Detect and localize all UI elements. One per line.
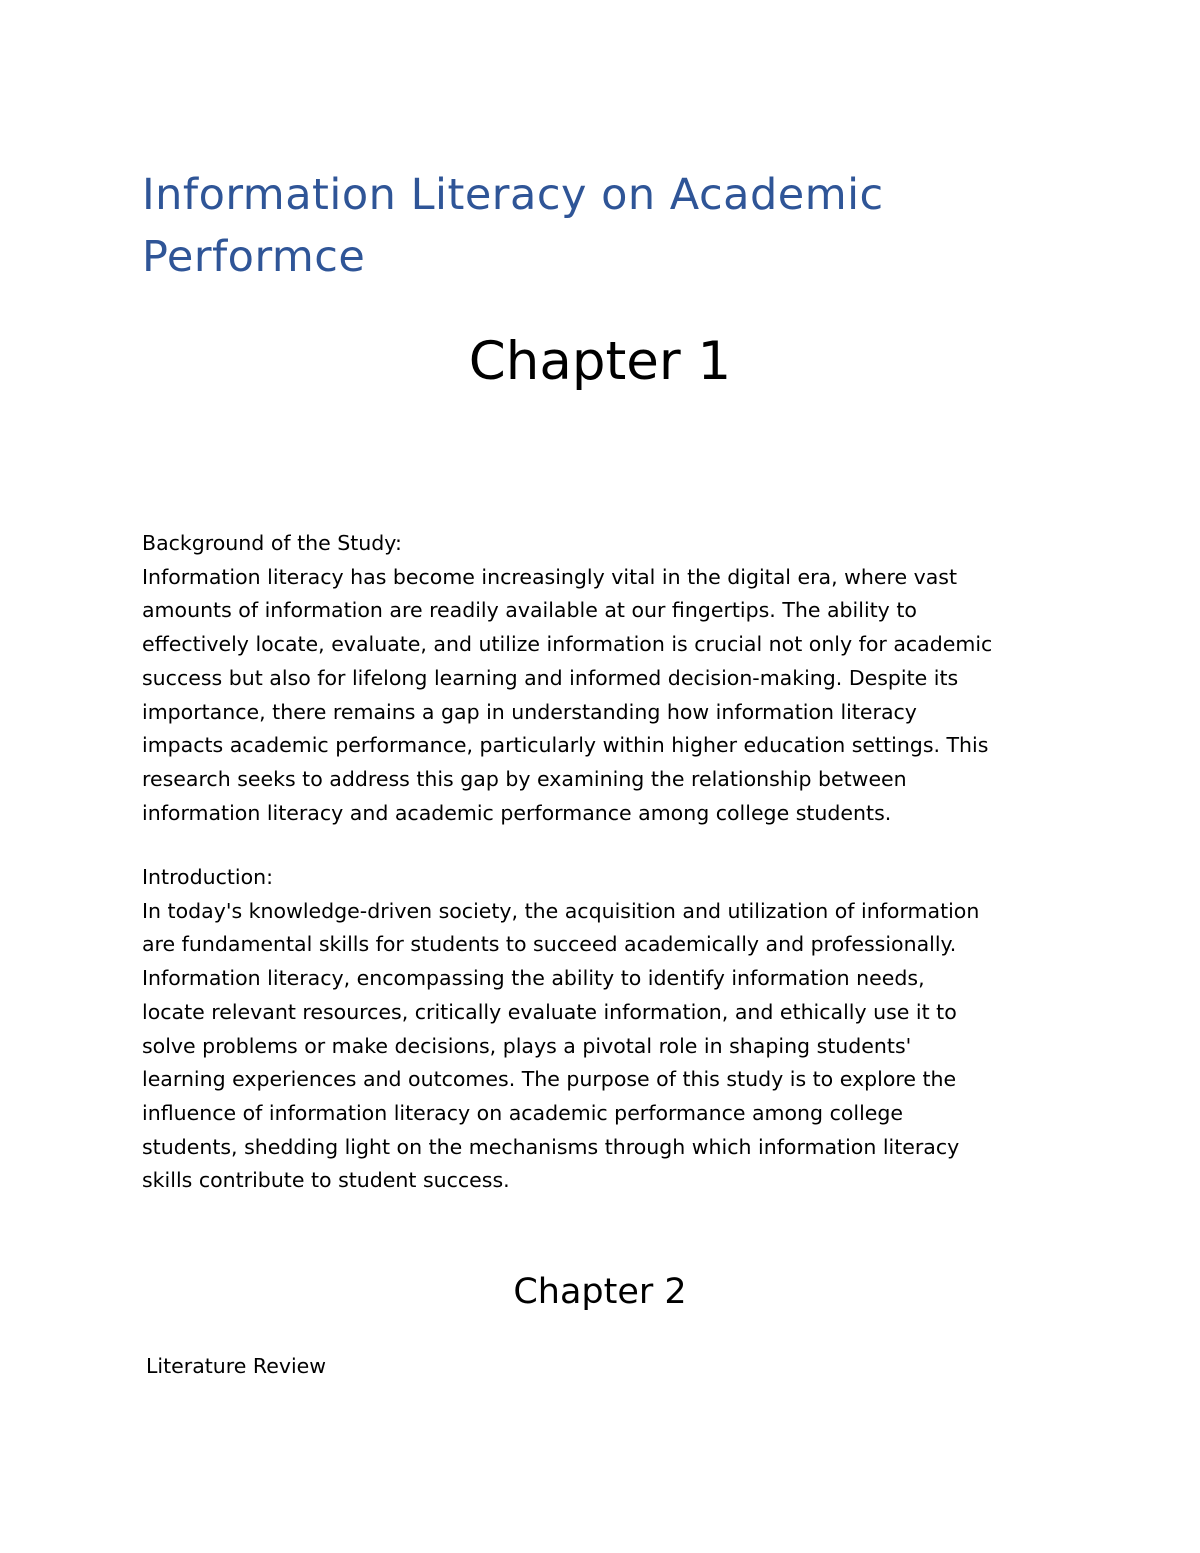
background-line: Information literacy has become increasingly vital in the digital era, where vast	[142, 564, 958, 589]
introduction-line: are fundamental skills for students to succeed academically and professionally.	[142, 932, 957, 957]
background-line: research seeks to address this gap by examining the relationship between	[142, 766, 907, 791]
introduction-line: influence of information literacy on academic performance among college	[142, 1100, 904, 1125]
literature-review-heading: Literature Review	[146, 1354, 327, 1378]
introduction-line: locate relevant resources, critically evaluate information, and ethically use it to	[142, 999, 957, 1024]
chapter-1-heading: Chapter 1	[468, 331, 732, 392]
introduction-label: Introduction:	[142, 865, 274, 889]
introduction-line: solve problems or make decisions, plays a pivotal role in shaping students'	[142, 1033, 912, 1058]
introduction-section	[142, 861, 1082, 1198]
introduction-line: learning experiences and outcomes. The purpose of this study is to explore the	[142, 1067, 957, 1092]
background-line: information literacy and academic performance among college students.	[142, 800, 892, 825]
introduction-line: In today's knowledge-driven society, the acquisition and utilization of information	[142, 898, 980, 923]
background-line: effectively locate, evaluate, and utilize information is crucial not only for academic	[142, 632, 993, 657]
background-line: impacts academic performance, particularly within higher education settings. This	[142, 733, 989, 758]
background-paragraph	[142, 561, 1082, 831]
introduction-line: skills contribute to student success.	[142, 1168, 510, 1193]
background-line: amounts of information are readily available at our fingertips. The ability to	[142, 598, 917, 623]
document-title-line-1: Information Literacy on Academic	[142, 170, 884, 220]
background-line: importance, there remains a gap in understanding how information literacy	[142, 699, 917, 724]
introduction-paragraph	[142, 895, 1082, 1198]
background-line: success but also for lifelong learning and informed decision-making. Despite its	[142, 665, 959, 690]
introduction-line: Information literacy, encompassing the ability to identify information needs,	[142, 966, 925, 991]
document-title	[142, 164, 1042, 288]
introduction-line: students, shedding light on the mechanisms through which information literacy	[142, 1134, 960, 1159]
chapter-2-heading: Chapter 2	[513, 1272, 687, 1312]
background-section	[142, 527, 1082, 830]
document-title-line-2: Performce	[142, 232, 366, 282]
background-label: Background of the Study:	[142, 531, 402, 555]
